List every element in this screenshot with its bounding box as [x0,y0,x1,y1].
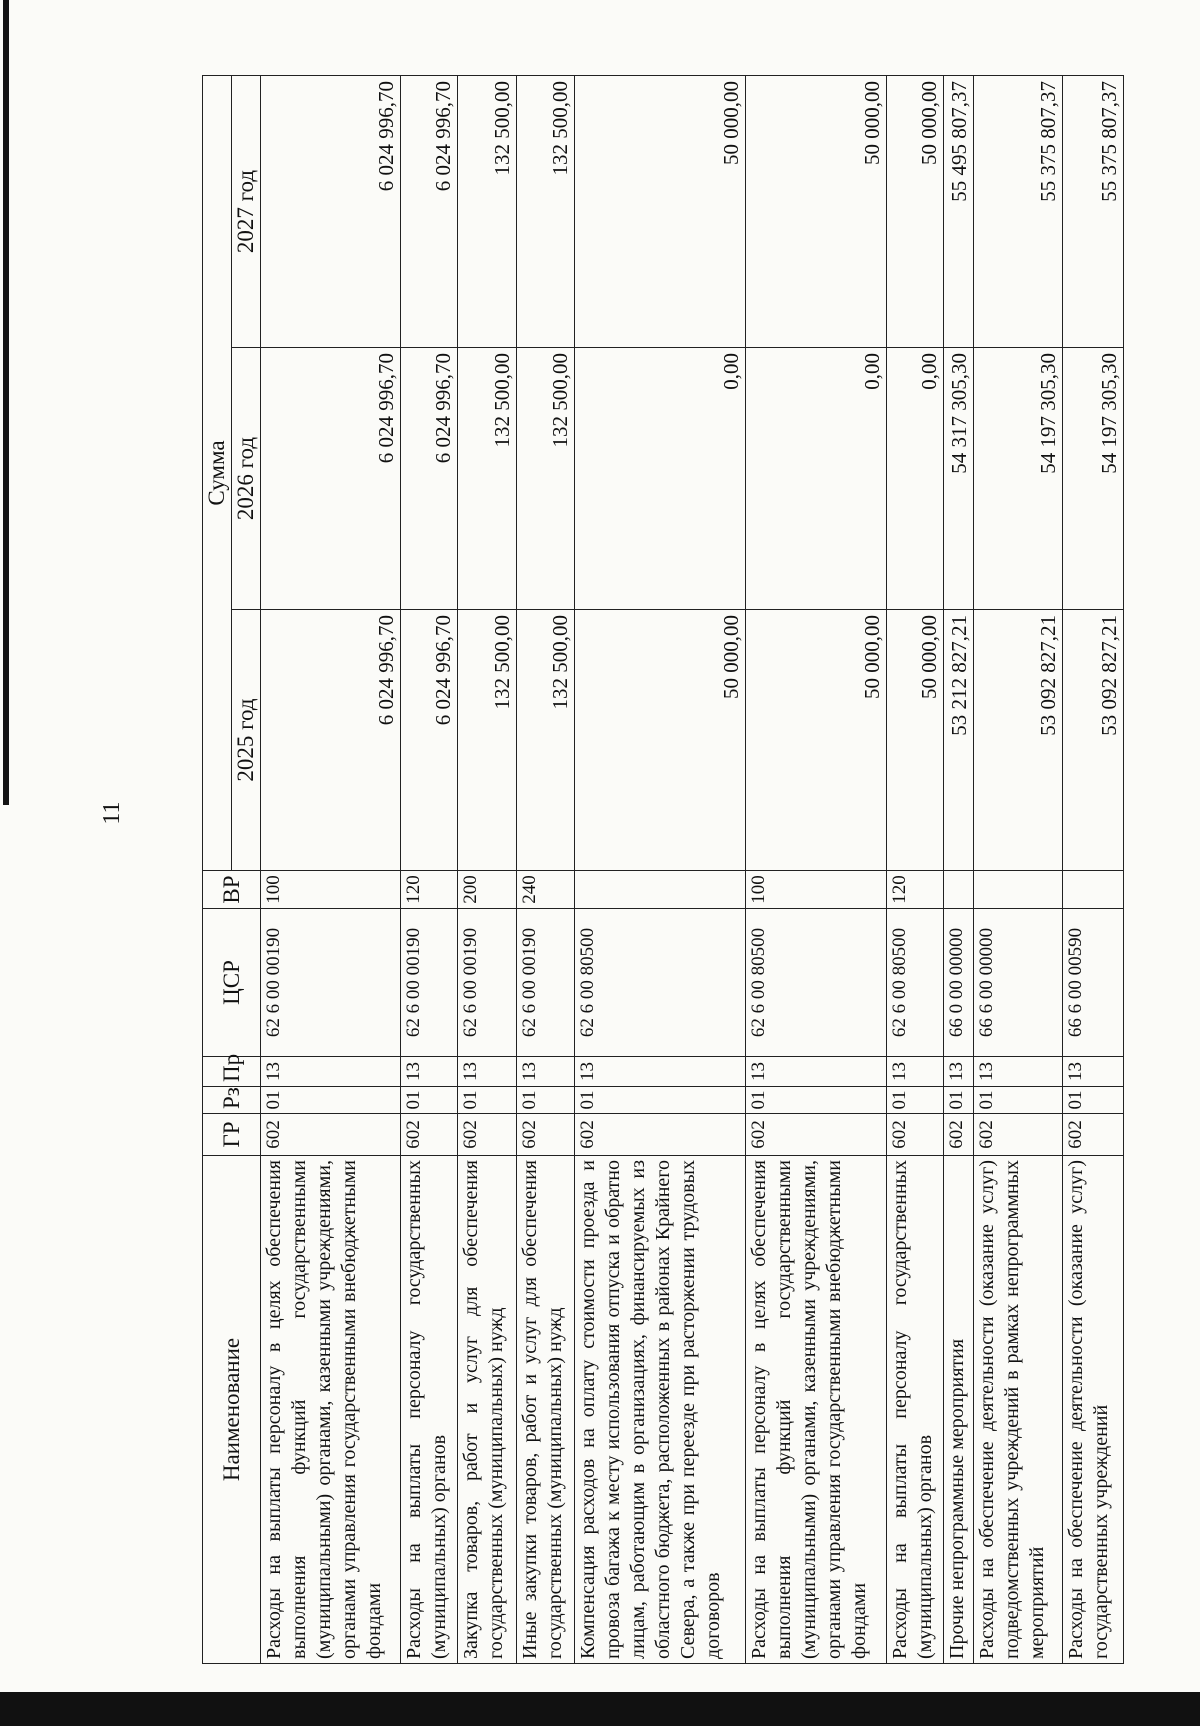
row-sum-2025: 53 092 827,21 [1062,610,1123,871]
row-gr: 602 [944,1114,974,1156]
row-sum-2025: 6 024 996,70 [261,610,401,871]
table-row [261,75,401,1663]
row-sum-2025: 132 500,00 [516,610,575,871]
row-sum-2027: 55 375 807,37 [974,75,1063,347]
row-sum-2027: 55 495 807,37 [944,75,974,347]
row-gr: 602 [886,1114,944,1156]
row-rz: 01 [886,1087,944,1114]
row-sum-2026: 6 024 996,70 [261,348,401,610]
row-sum-2026: 54 197 305,30 [1062,348,1123,610]
rotated-page-content [202,76,1124,1664]
row-name: Расходы на обеспечение деятельности (оказание услуг) подведомственных учреждений в рамках непрограммных мероприятий [974,1156,1063,1664]
row-sum-2025: 53 092 827,21 [974,610,1063,871]
row-csr: 62 6 00 80500 [575,909,746,1057]
header-name: Наименование [203,1156,261,1664]
left-margin-rule [3,0,9,805]
row-rz: 01 [746,1087,886,1114]
header-year-2026: 2026 год [232,348,261,610]
row-name: Закупка товаров, работ и услуг для обеспечения государственных (муниципальных) нужд [457,1156,516,1664]
row-gr: 602 [575,1114,746,1156]
table-header [203,75,261,1663]
row-sum-2025: 50 000,00 [886,610,944,871]
header-pr: Пр [203,1057,261,1087]
row-rz: 01 [261,1087,401,1114]
row-sum-2027: 132 500,00 [516,75,575,347]
row-sum-2025: 50 000,00 [575,610,746,871]
row-sum-2027: 6 024 996,70 [401,75,458,347]
row-gr: 602 [974,1114,1063,1156]
row-vr: 240 [516,871,575,909]
row-pr: 13 [401,1057,458,1087]
row-pr: 13 [886,1057,944,1087]
row-name: Расходы на обеспечение деятельности (оказание услуг) государственных учреждений [1062,1156,1123,1664]
table-row [746,75,886,1663]
row-pr: 13 [974,1057,1063,1087]
row-vr: 120 [886,871,944,909]
table-row [944,75,974,1663]
row-vr: 100 [746,871,886,909]
row-sum-2025: 50 000,00 [746,610,886,871]
row-csr: 62 6 00 00190 [261,909,401,1057]
row-rz: 01 [575,1087,746,1114]
row-sum-2025: 53 212 827,21 [944,610,974,871]
row-sum-2027: 6 024 996,70 [261,75,401,347]
table-row [974,75,1063,1663]
row-csr: 62 6 00 80500 [746,909,886,1057]
row-rz: 01 [944,1087,974,1114]
row-vr [974,871,1063,909]
row-name: Компенсация расходов на оплату стоимости проезда и провоза багажа к месту использования отпуска и обратно лицам, работающим в организациях, финансируемых из областного бюджета, расположенных в районах Крайнего Севера, а также при переезде при расторжении трудовых договоров [575,1156,746,1664]
row-pr: 13 [516,1057,575,1087]
row-pr: 13 [746,1057,886,1087]
row-gr: 602 [457,1114,516,1156]
row-sum-2026: 54 317 305,30 [944,348,974,610]
row-pr: 13 [261,1057,401,1087]
row-vr: 200 [457,871,516,909]
row-sum-2027: 55 375 807,37 [1062,75,1123,347]
header-year-2025: 2025 год [232,610,261,871]
row-pr: 13 [944,1057,974,1087]
row-vr [575,871,746,909]
row-csr: 62 6 00 80500 [886,909,944,1057]
row-vr [1062,871,1123,909]
row-vr: 120 [401,871,458,909]
table-row [1062,75,1123,1663]
row-rz: 01 [974,1087,1063,1114]
row-sum-2025: 6 024 996,70 [401,610,458,871]
row-csr: 66 6 00 00000 [974,909,1063,1057]
header-csr: ЦСР [203,909,261,1057]
row-gr: 602 [516,1114,575,1156]
header-rz: Рз [203,1087,261,1114]
row-sum-2026: 0,00 [575,348,746,610]
table-row [575,75,746,1663]
table-body [261,75,1124,1663]
page-number: 11 [99,801,125,825]
row-name: Иные закупки товаров, работ и услуг для обеспечения государственных (муниципальных) нужд [516,1156,575,1664]
row-sum-2025: 132 500,00 [457,610,516,871]
row-sum-2027: 50 000,00 [886,75,944,347]
row-csr: 66 6 00 00590 [1062,909,1123,1057]
header-sum: Сумма [203,75,232,870]
row-sum-2027: 50 000,00 [575,75,746,347]
row-gr: 602 [1062,1114,1123,1156]
row-sum-2026: 0,00 [886,348,944,610]
row-name: Расходы на выплаты персоналу в целях обеспечения выполнения функций государственными (муниципальными) органами, казенными учреждениями, органами управления государственными внебюджетными фондами [261,1156,401,1664]
row-gr: 602 [401,1114,458,1156]
table-row [457,75,516,1663]
table-row [516,75,575,1663]
row-gr: 602 [261,1114,401,1156]
table-row [401,75,458,1663]
row-pr: 13 [575,1057,746,1087]
scan-bottom-edge [0,1692,1200,1726]
row-name: Расходы на выплаты персоналу государственных (муниципальных) органов [886,1156,944,1664]
row-name: Расходы на выплаты персоналу государственных (муниципальных) органов [401,1156,458,1664]
row-sum-2027: 50 000,00 [746,75,886,347]
header-vr: ВР [203,871,261,909]
row-rz: 01 [457,1087,516,1114]
row-sum-2026: 6 024 996,70 [401,348,458,610]
row-vr [944,871,974,909]
table-row [886,75,944,1663]
row-sum-2027: 132 500,00 [457,75,516,347]
header-year-2027: 2027 год [232,75,261,347]
row-rz: 01 [401,1087,458,1114]
row-vr: 100 [261,871,401,909]
row-name: Прочие непрограммные мероприятия [944,1156,974,1664]
budget-table [202,75,1124,1664]
row-csr: 66 0 00 00000 [944,909,974,1057]
row-rz: 01 [516,1087,575,1114]
row-name: Расходы на выплаты персоналу в целях обеспечения выполнения функций государственными (муниципальными) органами, казенными учреждениями, органами управления государственными внебюджетными фондами [746,1156,886,1664]
row-pr: 13 [1062,1057,1123,1087]
row-gr: 602 [746,1114,886,1156]
row-sum-2026: 0,00 [746,348,886,610]
row-csr: 62 6 00 00190 [401,909,458,1057]
row-csr: 62 6 00 00190 [516,909,575,1057]
row-sum-2026: 132 500,00 [516,348,575,610]
row-csr: 62 6 00 00190 [457,909,516,1057]
row-rz: 01 [1062,1087,1123,1114]
row-sum-2026: 54 197 305,30 [974,348,1063,610]
header-gr: ГР [203,1114,261,1156]
row-sum-2026: 132 500,00 [457,348,516,610]
row-pr: 13 [457,1057,516,1087]
